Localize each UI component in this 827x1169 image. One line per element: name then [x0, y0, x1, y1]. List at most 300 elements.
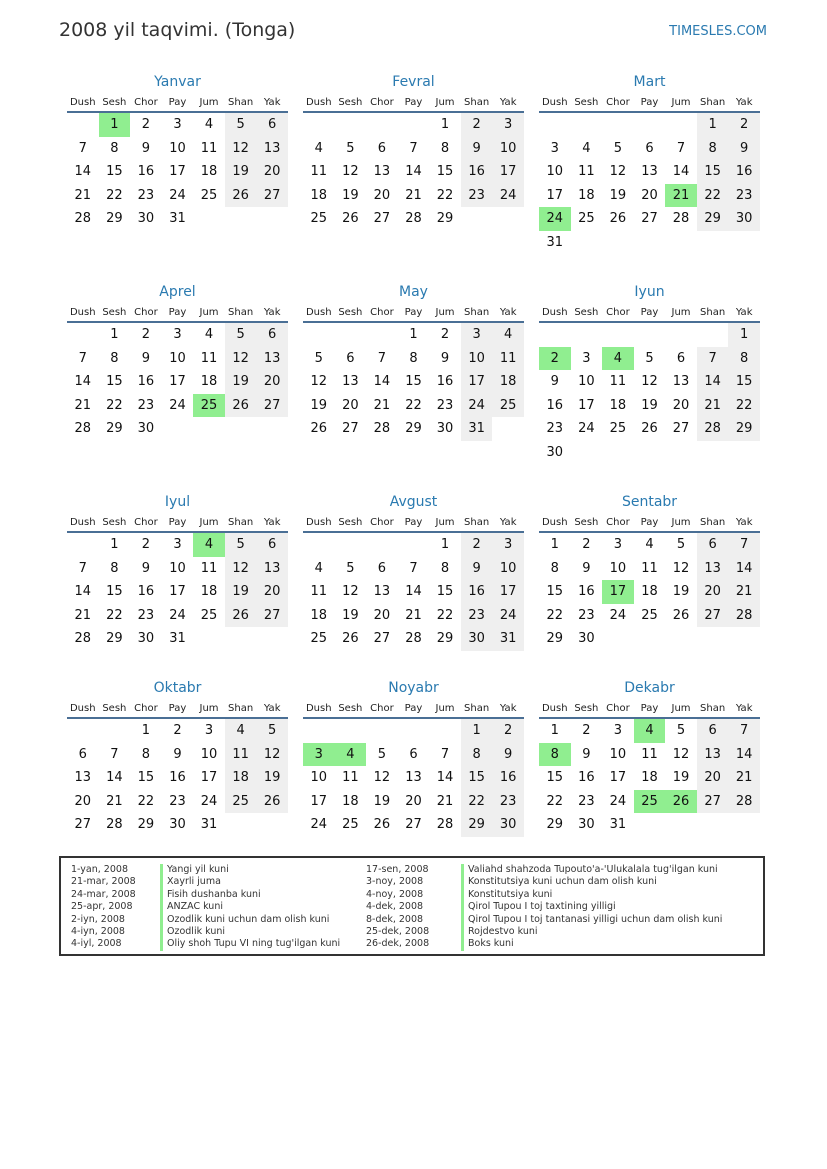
- legend-row: [71, 889, 371, 901]
- weekend-day-cell: 28: [728, 790, 760, 814]
- empty-day-cell: [539, 323, 571, 347]
- day-cell: 15: [106, 164, 123, 179]
- day-cell: 28: [74, 211, 92, 226]
- holiday-day-cell: 21: [665, 184, 697, 208]
- day-cell: 5: [645, 350, 654, 366]
- empty-day-cell: [193, 207, 225, 231]
- day-cell: 15: [546, 584, 564, 599]
- weekday-label: Chor: [134, 517, 158, 528]
- weekend-day-cell: 27: [256, 394, 288, 418]
- day-cell: 11: [641, 746, 658, 762]
- weekend-day-cell: 13: [256, 347, 288, 371]
- day-cell: 18: [641, 770, 658, 785]
- weekday-label: Dush: [305, 97, 332, 108]
- weekday-label: Yak: [263, 703, 281, 714]
- empty-day-cell: [665, 323, 697, 347]
- empty-day-cell: [67, 533, 99, 557]
- week-row: [303, 137, 524, 161]
- week-row: [303, 627, 524, 651]
- empty-day-cell: [697, 813, 729, 837]
- day-cell: 1: [409, 327, 418, 342]
- weekday-label: Dush: [541, 307, 568, 318]
- week-row: [67, 137, 288, 161]
- legend-date: 25-apr, 2008: [71, 901, 133, 913]
- week-row: [67, 580, 288, 604]
- weekday-label: Pay: [640, 97, 659, 108]
- week-row: [303, 417, 524, 441]
- day-cell: 10: [310, 770, 328, 785]
- weekend-day-cell: 29: [461, 813, 493, 837]
- weekend-day-cell: 10: [492, 557, 524, 581]
- weekend-day-cell: 3: [492, 533, 524, 557]
- day-cell: 3: [613, 537, 623, 552]
- empty-day-cell: [602, 231, 634, 255]
- day-cell: 1: [141, 723, 151, 738]
- day-cell: 13: [74, 770, 92, 785]
- day-cell: 1: [550, 723, 559, 738]
- week-row: [67, 627, 288, 651]
- day-cell: 17: [546, 187, 564, 203]
- weekday-label: Shan: [464, 517, 490, 528]
- weekend-day-cell: 3: [461, 323, 493, 347]
- day-cell: 18: [609, 397, 627, 413]
- empty-day-cell: [335, 113, 367, 137]
- day-cell: 15: [436, 164, 454, 179]
- day-cell: 2: [440, 327, 450, 342]
- day-cell: 9: [582, 560, 591, 576]
- legend-date: 8-dek, 2008: [366, 913, 424, 925]
- empty-day-cell: [697, 627, 729, 651]
- day-cell: 11: [342, 770, 359, 785]
- day-cell: 23: [436, 397, 454, 413]
- empty-day-cell: [697, 323, 729, 347]
- day-cell: 19: [641, 397, 658, 413]
- day-cell: 28: [74, 631, 92, 646]
- weekend-day-cell: 21: [728, 580, 760, 604]
- week-row: [67, 160, 288, 184]
- day-cell: 2: [141, 537, 151, 552]
- weekend-day-cell: 22: [461, 790, 493, 814]
- weekend-day-cell: 7: [728, 719, 760, 743]
- weekday-label: Jum: [671, 97, 691, 108]
- weekend-day-cell: 20: [256, 370, 288, 394]
- weekday-label: Shan: [228, 703, 254, 714]
- weekday-header: [67, 700, 288, 719]
- day-cell: 24: [169, 397, 186, 413]
- day-cell: 19: [609, 187, 627, 203]
- weekday-label: Sesh: [338, 97, 363, 108]
- week-row: [67, 766, 288, 790]
- week-row: [303, 766, 524, 790]
- day-cell: 17: [169, 374, 186, 389]
- holiday-day-cell: 17: [602, 580, 634, 604]
- weekday-header: [539, 304, 760, 323]
- day-cell: 4: [582, 140, 591, 156]
- month-name: Sentabr: [621, 494, 678, 510]
- weekend-day-cell: 14: [697, 370, 729, 394]
- weekday-header: [303, 700, 524, 719]
- week-row: [303, 533, 524, 557]
- empty-day-cell: [602, 113, 634, 137]
- weekend-day-cell: 5: [225, 533, 257, 557]
- day-cell: 21: [373, 397, 391, 413]
- day-cell: 21: [405, 187, 422, 203]
- weekday-label: Shan: [700, 517, 726, 528]
- day-cell: 22: [106, 607, 123, 623]
- week-row: [539, 231, 760, 255]
- day-cell: 23: [578, 607, 595, 623]
- month-days: [67, 533, 288, 651]
- day-cell: 24: [609, 607, 627, 623]
- day-cell: 26: [373, 817, 391, 832]
- empty-day-cell: [99, 719, 131, 743]
- empty-day-cell: [634, 323, 666, 347]
- day-cell: 24: [310, 817, 328, 832]
- day-cell: 24: [200, 793, 218, 809]
- legend-row: [366, 876, 761, 888]
- week-row: [303, 207, 524, 231]
- day-cell: 27: [641, 211, 658, 226]
- empty-day-cell: [728, 627, 760, 651]
- day-cell: 19: [310, 397, 328, 413]
- weekend-day-cell: 18: [225, 766, 257, 790]
- day-cell: 12: [373, 770, 391, 785]
- weekend-day-cell: 19: [225, 370, 257, 394]
- legend-date: 4-iyl, 2008: [71, 938, 122, 950]
- day-cell: 11: [310, 164, 328, 179]
- site-link[interactable]: TIMESLES.COM: [669, 24, 767, 39]
- day-cell: 16: [578, 770, 595, 785]
- month-fevral: [303, 73, 524, 231]
- day-cell: 28: [405, 211, 422, 226]
- weekend-day-cell: 31: [492, 627, 524, 651]
- day-cell: 13: [373, 584, 391, 599]
- month-days: [303, 323, 524, 441]
- legend-holiday-name: Konstitutsiya kuni uchun dam olish kuni: [461, 876, 657, 888]
- month-may: [303, 283, 524, 441]
- weekend-day-cell: 22: [697, 184, 729, 208]
- month-noyabr: [303, 679, 524, 837]
- day-cell: 22: [546, 793, 564, 809]
- week-row: [539, 533, 760, 557]
- week-row: [303, 160, 524, 184]
- month-days: [303, 719, 524, 837]
- day-cell: 26: [310, 421, 328, 436]
- empty-day-cell: [256, 417, 288, 441]
- day-cell: 18: [342, 793, 359, 809]
- day-cell: 30: [137, 421, 155, 436]
- weekday-header: [539, 700, 760, 719]
- day-cell: 20: [74, 793, 92, 809]
- day-cell: 5: [346, 140, 355, 156]
- week-row: [67, 604, 288, 628]
- day-cell: 10: [169, 560, 186, 576]
- week-row: [303, 184, 524, 208]
- legend-holiday-name: Boks kuni: [461, 938, 514, 950]
- day-cell: 21: [436, 793, 454, 809]
- day-cell: 9: [141, 350, 151, 366]
- month-aprel: [67, 283, 288, 441]
- day-cell: 18: [310, 187, 328, 203]
- legend-row: [366, 914, 761, 926]
- holiday-day-cell: 24: [539, 207, 571, 231]
- day-cell: 16: [436, 374, 454, 389]
- day-cell: 25: [578, 211, 595, 226]
- legend-row: [71, 914, 371, 926]
- weekend-day-cell: 13: [256, 557, 288, 581]
- weekend-day-cell: 4: [492, 323, 524, 347]
- weekend-day-cell: 8: [461, 743, 493, 767]
- day-cell: 26: [342, 211, 359, 226]
- empty-day-cell: [256, 813, 288, 837]
- month-name: Aprel: [159, 284, 196, 300]
- day-cell: 9: [582, 746, 591, 762]
- legend-holiday-name: Konstitutsiya kuni: [461, 889, 552, 901]
- day-cell: 8: [440, 560, 450, 576]
- weekday-label: Sesh: [102, 703, 127, 714]
- empty-day-cell: [665, 231, 697, 255]
- day-cell: 11: [200, 560, 218, 576]
- day-cell: 1: [440, 117, 450, 132]
- week-row: [303, 557, 524, 581]
- weekend-day-cell: 20: [256, 580, 288, 604]
- weekday-label: Jum: [435, 703, 455, 714]
- day-cell: 4: [204, 117, 214, 132]
- weekend-day-cell: 27: [256, 184, 288, 208]
- empty-day-cell: [225, 627, 257, 651]
- week-row: [539, 743, 760, 767]
- week-row: [303, 719, 524, 743]
- day-cell: 12: [672, 560, 690, 576]
- day-cell: 5: [377, 746, 387, 762]
- legend-date: 4-noy, 2008: [366, 888, 424, 900]
- month-sentabr: [539, 493, 760, 651]
- weekend-day-cell: 10: [492, 137, 524, 161]
- empty-day-cell: [571, 441, 603, 465]
- weekday-label: Pay: [168, 703, 187, 714]
- day-cell: 26: [342, 631, 359, 646]
- holiday-day-cell: 4: [193, 533, 225, 557]
- legend-row: [366, 926, 761, 938]
- weekday-label: Dush: [541, 97, 568, 108]
- legend-holiday-name: Rojdestvo kuni: [461, 926, 538, 938]
- week-row: [303, 580, 524, 604]
- day-cell: 15: [405, 374, 422, 389]
- weekday-label: Chor: [370, 307, 394, 318]
- weekday-label: Shan: [700, 703, 726, 714]
- day-cell: 12: [609, 164, 627, 179]
- day-cell: 3: [173, 327, 182, 342]
- empty-day-cell: [634, 231, 666, 255]
- empty-day-cell: [665, 113, 697, 137]
- day-cell: 16: [137, 164, 155, 179]
- weekday-label: Shan: [700, 307, 726, 318]
- weekend-day-cell: 13: [697, 557, 729, 581]
- legend-date: 3-noy, 2008: [366, 876, 424, 888]
- week-row: [67, 394, 288, 418]
- legend-date: 21-mar, 2008: [71, 876, 136, 888]
- week-row: [303, 813, 524, 837]
- day-cell: 23: [578, 793, 595, 809]
- day-cell: 28: [373, 421, 391, 436]
- day-cell: 3: [173, 117, 182, 132]
- weekend-day-cell: 14: [728, 557, 760, 581]
- week-row: [539, 790, 760, 814]
- empty-day-cell: [728, 441, 760, 465]
- weekday-label: Sesh: [574, 703, 599, 714]
- day-cell: 21: [405, 607, 422, 623]
- day-cell: 8: [110, 350, 119, 366]
- day-cell: 13: [405, 770, 422, 785]
- day-cell: 3: [173, 537, 182, 552]
- legend-holiday-name: Ozodlik kuni uchun dam olish kuni: [160, 914, 329, 926]
- holiday-day-cell: 3: [303, 743, 335, 767]
- empty-day-cell: [193, 417, 225, 441]
- week-row: [539, 207, 760, 231]
- day-cell: 24: [578, 421, 595, 436]
- day-cell: 28: [436, 817, 454, 832]
- day-cell: 31: [609, 817, 627, 832]
- legend-holiday-name: Oliy shoh Tupu VI ning tug'ilgan kuni: [160, 938, 340, 950]
- month-dekabr: [539, 679, 760, 837]
- empty-day-cell: [602, 441, 634, 465]
- day-cell: 19: [342, 187, 359, 203]
- day-cell: 9: [141, 560, 151, 576]
- month-days: [303, 533, 524, 651]
- weekend-day-cell: 26: [256, 790, 288, 814]
- weekday-label: Shan: [464, 703, 490, 714]
- legend-right-column: [366, 864, 761, 951]
- weekend-day-cell: 30: [461, 627, 493, 651]
- weekend-day-cell: 5: [225, 113, 257, 137]
- weekend-day-cell: 30: [728, 207, 760, 231]
- weekday-label: Shan: [228, 517, 254, 528]
- day-cell: 1: [550, 537, 559, 552]
- empty-day-cell: [303, 323, 335, 347]
- weekday-label: Jum: [199, 307, 219, 318]
- empty-day-cell: [225, 813, 257, 837]
- month-days: [539, 533, 760, 651]
- holiday-day-cell: 4: [634, 719, 666, 743]
- week-row: [67, 370, 288, 394]
- empty-day-cell: [67, 719, 99, 743]
- weekend-day-cell: 21: [728, 766, 760, 790]
- weekday-label: Jum: [671, 517, 691, 528]
- weekday-label: Dush: [305, 307, 332, 318]
- day-cell: 14: [405, 164, 422, 179]
- weekend-day-cell: 9: [728, 137, 760, 161]
- day-cell: 31: [546, 234, 564, 250]
- month-name: Dekabr: [624, 680, 675, 696]
- weekend-day-cell: 19: [225, 160, 257, 184]
- weekend-day-cell: 1: [697, 113, 729, 137]
- weekend-day-cell: 1: [461, 719, 493, 743]
- week-row: [539, 604, 760, 628]
- weekday-label: Chor: [606, 97, 630, 108]
- week-row: [67, 184, 288, 208]
- holiday-day-cell: 8: [539, 743, 571, 767]
- week-row: [539, 580, 760, 604]
- legend-holiday-name: Fisih dushanba kuni: [160, 889, 261, 901]
- day-cell: 30: [578, 631, 595, 646]
- weekend-day-cell: 12: [225, 557, 257, 581]
- day-cell: 24: [169, 607, 186, 623]
- weekday-label: Jum: [435, 97, 455, 108]
- legend-left-column: [71, 864, 371, 951]
- legend-holiday-name: Qirol Tupou I toj taxtining yilligi: [461, 901, 616, 913]
- weekend-day-cell: 16: [728, 160, 760, 184]
- weekend-day-cell: 1: [728, 323, 760, 347]
- week-row: [303, 743, 524, 767]
- day-cell: 20: [672, 397, 690, 413]
- day-cell: 26: [641, 421, 658, 436]
- weekday-header: [303, 514, 524, 533]
- day-cell: 17: [200, 770, 218, 785]
- weekend-day-cell: 6: [697, 719, 729, 743]
- day-cell: 17: [169, 164, 186, 179]
- legend-row: [366, 901, 761, 913]
- legend-holiday-name: Qirol Tupou I toj tantanasi yilligi uchun dam olish kuni: [461, 914, 722, 926]
- month-days: [67, 323, 288, 441]
- weekend-day-cell: 20: [697, 766, 729, 790]
- day-cell: 27: [405, 817, 422, 832]
- week-row: [539, 557, 760, 581]
- empty-day-cell: [366, 113, 398, 137]
- week-row: [67, 417, 288, 441]
- empty-day-cell: [67, 113, 99, 137]
- day-cell: 28: [106, 817, 123, 832]
- weekday-label: Pay: [404, 517, 423, 528]
- empty-day-cell: [571, 113, 603, 137]
- month-days: [303, 113, 524, 231]
- day-cell: 10: [169, 140, 186, 156]
- empty-day-cell: [429, 719, 461, 743]
- day-cell: 14: [106, 770, 123, 785]
- day-cell: 11: [200, 140, 218, 156]
- holiday-day-cell: 4: [335, 743, 367, 767]
- day-cell: 9: [440, 350, 450, 366]
- week-row: [67, 719, 288, 743]
- weekend-day-cell: 29: [697, 207, 729, 231]
- month-avgust: [303, 493, 524, 651]
- weekend-day-cell: 6: [256, 113, 288, 137]
- day-cell: 27: [373, 211, 391, 226]
- month-iyun: [539, 283, 760, 464]
- weekend-day-cell: 16: [461, 160, 493, 184]
- empty-day-cell: [602, 323, 634, 347]
- day-cell: 14: [672, 164, 690, 179]
- weekday-header: [67, 94, 288, 113]
- day-cell: 19: [672, 584, 690, 599]
- day-cell: 6: [676, 350, 686, 366]
- weekday-header: [303, 304, 524, 323]
- day-cell: 21: [106, 793, 123, 809]
- weekend-day-cell: 6: [697, 533, 729, 557]
- day-cell: 25: [310, 631, 328, 646]
- empty-day-cell: [256, 207, 288, 231]
- day-cell: 14: [436, 770, 454, 785]
- empty-day-cell: [335, 719, 367, 743]
- weekend-day-cell: 23: [728, 184, 760, 208]
- weekend-day-cell: 22: [728, 394, 760, 418]
- empty-day-cell: [225, 417, 257, 441]
- weekend-day-cell: 5: [225, 323, 257, 347]
- weekday-label: Jum: [671, 307, 691, 318]
- week-row: [67, 743, 288, 767]
- weekend-day-cell: 7: [697, 347, 729, 371]
- weekend-day-cell: 27: [697, 604, 729, 628]
- weekend-day-cell: 16: [461, 580, 493, 604]
